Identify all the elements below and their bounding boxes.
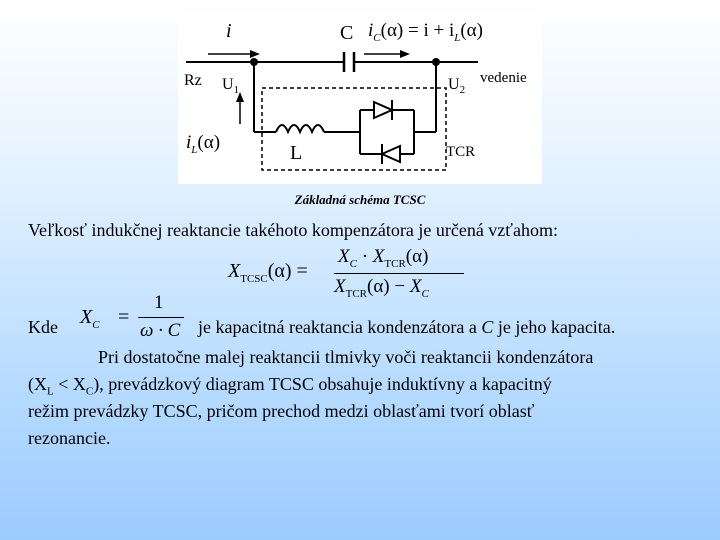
formula-lhs: $X_{TCSC}(\alpha)$ =	[228, 260, 308, 285]
arrow-i-head	[250, 50, 260, 58]
label-il: $i_L(\alpha)$	[186, 132, 221, 156]
label-rz: Rz	[184, 72, 202, 89]
xc-description: je kapacitná reaktancia kondenzátora a C je jeho kapacita.	[198, 317, 616, 337]
formula-numerator: $X_C \cdot X_{TCR}(\alpha)$	[338, 246, 429, 270]
formula-tcsc	[228, 246, 478, 302]
label-i: i	[226, 20, 232, 42]
thyristor-1	[374, 102, 392, 118]
circuit-diagram	[178, 14, 542, 184]
label-u2: $U_2$	[448, 76, 466, 97]
text-line-7: rezonancie.	[28, 428, 111, 448]
text-line-4: Pri dostatočne malej reaktancii tlmivky voči reaktancii kondenzátora	[98, 347, 594, 367]
formula-xc: $X_C$ = 1 ω · C	[80, 292, 190, 344]
inductor	[276, 125, 324, 132]
label-C: C	[340, 22, 354, 44]
label-u1: $U_1$	[222, 76, 240, 97]
kde-text: Kde	[28, 317, 58, 337]
intro-text: Veľkosť indukčnej reaktancie takéhoto kompenzátora je určená vzťahom:	[28, 220, 558, 240]
label-vedenie: vedenie	[480, 70, 527, 86]
tcsc-schematic	[178, 14, 542, 184]
formula-denominator: $X_{TCR}(\alpha) - X_C$	[334, 276, 429, 300]
text-line-5: $(X_L < X_C)$, prevádzkový diagram TCSC obsahuje induktívny a kapacitný	[28, 374, 552, 398]
text-line-6: režim prevádzky TCSC, pričom prechod medzi oblasťami tvorí oblasť	[28, 401, 535, 421]
figure-caption: Základná schéma TCSC	[294, 192, 426, 207]
label-ic-equation: $i_C(\alpha) = i + i_L(\alpha)$	[368, 20, 483, 44]
label-tcr: TCR	[446, 144, 476, 160]
arrow-ic-head	[400, 50, 410, 58]
xc-fraction-bar	[138, 317, 184, 318]
thyristor-2	[382, 146, 400, 162]
label-L: L	[290, 142, 303, 164]
formula-fraction-bar	[334, 273, 464, 274]
